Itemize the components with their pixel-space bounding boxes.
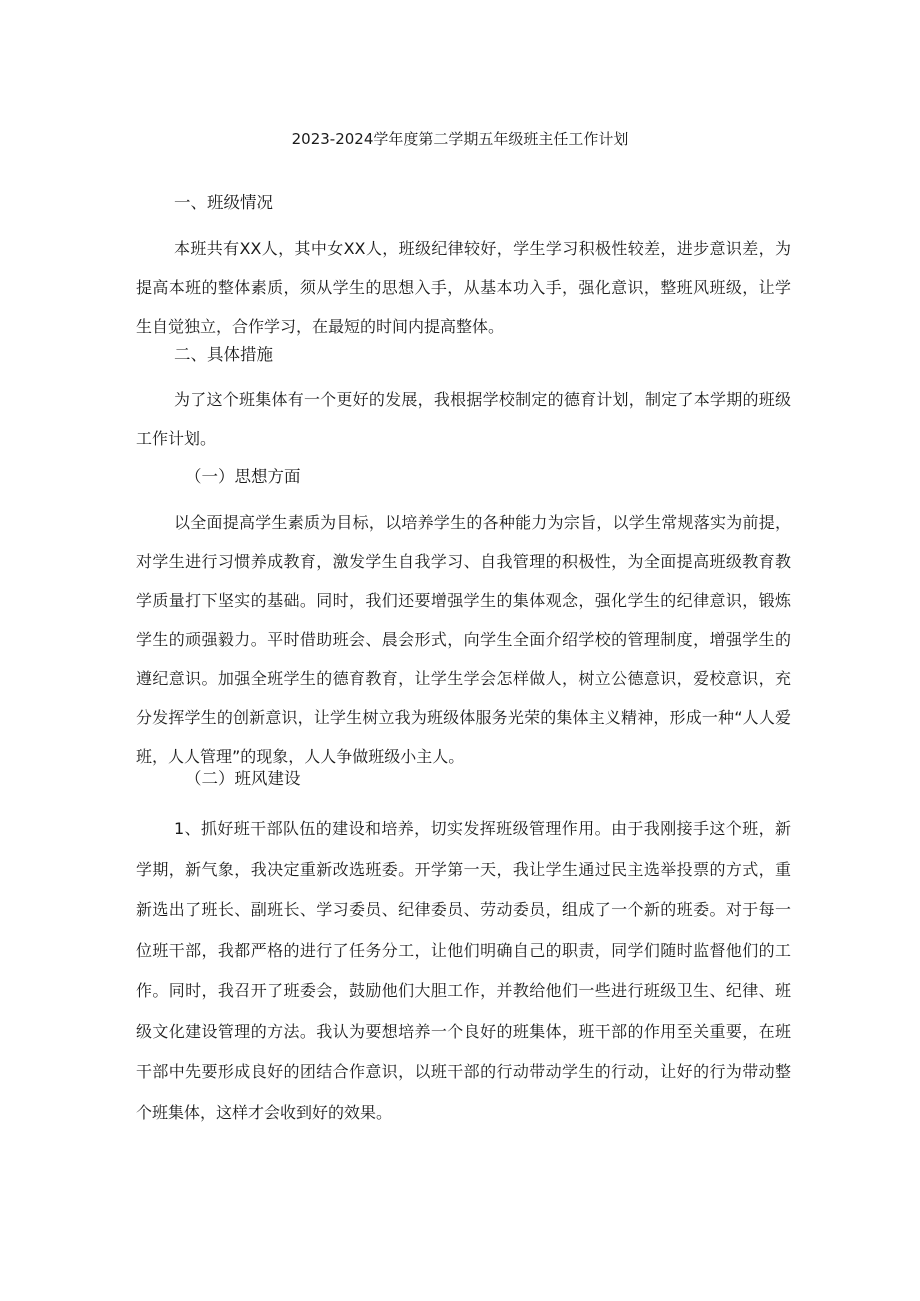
paragraph-measures-intro: 为了这个班集体有一个更好的发展，我根据学校制定的德育计划，制定了本学期的班级工作计划。: [136, 390, 791, 448]
document-title: 2023-2024学年度第二学期五年级班主任工作计划: [291, 130, 629, 148]
paragraph-class-style: 1、抓好班干部队伍的建设和培养，切实发挥班级管理作用。由于我刚接手这个班，新学期，新气象，我决定重新改选班委。开学第一天，我让学生通过民主选举投票的方式，重新选出了班长、副班长、学习委员、纪律委员、劳动委员，组成了一个新的班委。对于每一位班干部，我都严格的进行了任务分工，让他们明确自己的职责，同学们随时监督他们的工作。同时，我召开了班委会，鼓励他们大胆工作，并教给他们一些进行班级卫生、纪律、班级文化建设管理的方法。我认为要想培养一个良好的班集体，班干部的作用至关重要，在班干部中先要形成良好的团结合作意识，以班干部的行动带动学生的行动，让好的行为带动整个班集体，这样才会收到好的效果。: [136, 819, 791, 1122]
paragraph-thought: 以全面提高学生素质为目标，以培养学生的各种能力为宗旨，以学生常规落实为前提，对学生进行习惯养成教育，激发学生自我学习、自我管理的积极性，为全面提高班级教育教学质量打下坚实的基础。同时，我们还要增强学生的集体观念，强化学生的纪律意识，锻炼学生的顽强毅力。平时借助班会、晨会形式，向学生全面介绍学校的管理制度，增强学生的遵纪意识。加强全班学生的德育教育，让学生学会怎样做人，树立公德意识，爱校意识，充分发挥学生的创新意识，让学生树立我为班级体服务光荣的集体主义精神，形成一种“人人爱班，人人管理”的现象，人人争做班级小主人。: [136, 513, 791, 766]
subsection-heading-thought: （一）思想方面: [185, 467, 301, 486]
section-heading-class-situation: 一、班级情况: [174, 193, 273, 212]
paragraph-class-situation: 本班共有XX人，其中女XX人，班级纪律较好，学生学习积极性较差，进步意识差，为提高本班的整体素质，须从学生的思想入手，从基本功入手，强化意识，整班风班级，让学生自觉独立，合作学习，在最短的时间内提高整体。: [136, 239, 791, 336]
subsection-heading-class-style: （二）班风建设: [185, 769, 301, 788]
section-heading-measures: 二、具体措施: [174, 345, 273, 364]
